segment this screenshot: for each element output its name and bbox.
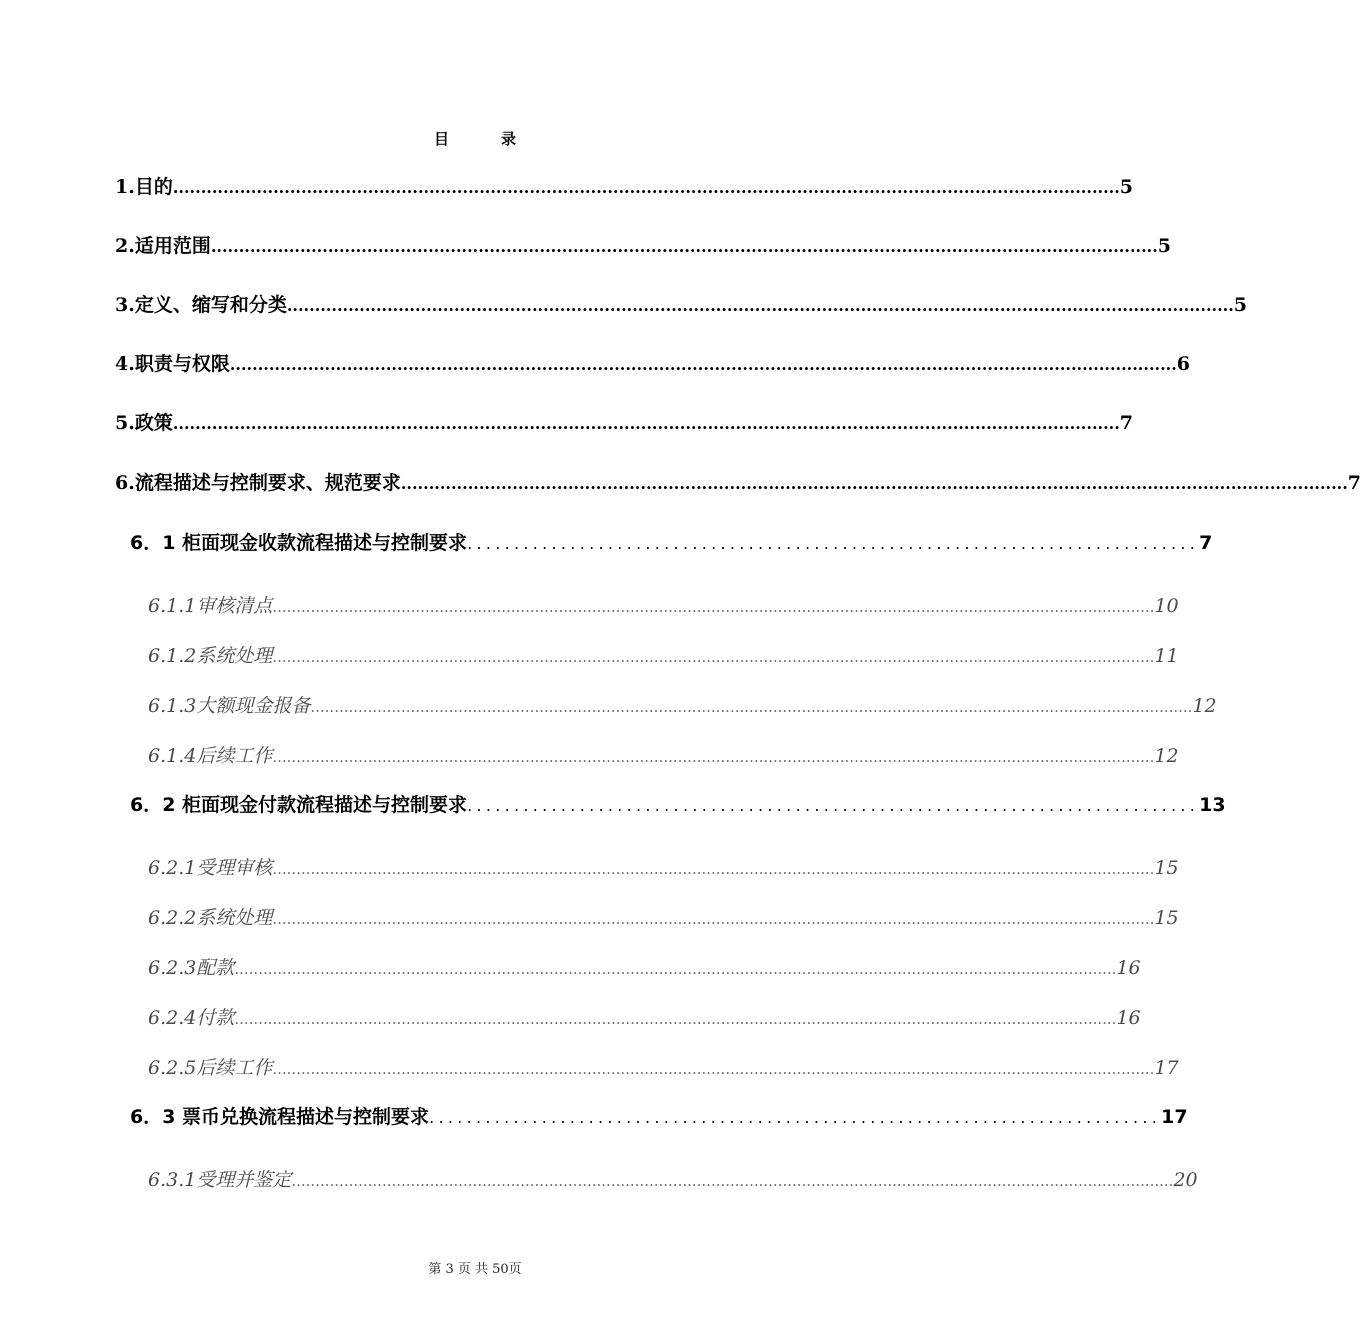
- toc-entry-page: 20: [1173, 1169, 1198, 1191]
- dot-leader: ..........................................................................................................................................................................: [210, 237, 1158, 256]
- dot-leader: .........................................................................................................................................................................................: [272, 910, 1155, 928]
- toc-entry-page: 5: [1233, 294, 1248, 316]
- toc-entry-page: 7: [1347, 472, 1361, 494]
- toc-entry-page: 12: [1192, 695, 1217, 717]
- dot-leader: ..........................................................................................................................................................................: [400, 474, 1348, 493]
- toc-entry[interactable]: [115, 408, 1134, 436]
- toc-entry[interactable]: [130, 790, 1226, 818]
- dot-leader: .........................................................................................................................................................................................: [272, 648, 1155, 666]
- toc-entry-label: 6.1.1审核清点: [148, 595, 273, 617]
- toc-entry[interactable]: [148, 691, 1217, 719]
- toc-entry-label: 6．2 柜面现金付款流程描述与控制要求: [130, 794, 468, 816]
- toc-entry-label: 2.适用范围: [115, 235, 211, 257]
- dot-leader: .........................................................................................................................................................................................: [272, 860, 1155, 878]
- dot-leader: ..............................................................................: [467, 796, 1200, 815]
- toc-entry-label: 3.定义、缩写和分类: [115, 294, 287, 316]
- toc-entry-label: 6.2.3配款: [148, 957, 235, 979]
- dot-leader: .........................................................................................................................................................................................: [291, 1172, 1174, 1190]
- toc-title: [0, 128, 950, 149]
- toc-entry-page: 7: [1119, 412, 1134, 434]
- toc-entry[interactable]: [148, 1003, 1141, 1031]
- toc-entry-label: 6.1.3大额现金报备: [148, 695, 311, 717]
- toc-entry-label: 6.3.1受理并鉴定: [148, 1169, 292, 1191]
- toc-entry-label: 6.流程描述与控制要求、规范要求: [115, 472, 401, 494]
- toc-title-right: 录: [501, 130, 517, 148]
- toc-entry-label: 5.政策: [115, 412, 173, 434]
- toc-entry[interactable]: [148, 853, 1179, 881]
- dot-leader: ..............................................................................: [429, 1108, 1162, 1127]
- toc-entry[interactable]: [130, 528, 1213, 556]
- toc-entry-label: 6．1 柜面现金收款流程描述与控制要求: [130, 532, 468, 554]
- toc-entry[interactable]: [115, 172, 1134, 200]
- toc-entry-page: 6: [1176, 353, 1191, 375]
- toc-entry-page: 5: [1157, 235, 1172, 257]
- toc-entry[interactable]: [115, 231, 1172, 259]
- toc-entry-label: 6.2.1受理审核: [148, 857, 273, 879]
- toc-entry-page: 17: [1154, 1057, 1179, 1079]
- toc-entry[interactable]: [148, 903, 1179, 931]
- toc-entry-page: 16: [1116, 957, 1141, 979]
- dot-leader: .........................................................................................................................................................................................: [272, 748, 1155, 766]
- toc-entry[interactable]: [148, 741, 1179, 769]
- dot-leader: ..........................................................................................................................................................................: [172, 414, 1120, 433]
- toc-entry[interactable]: [148, 591, 1179, 619]
- dot-leader: ..........................................................................................................................................................................: [286, 296, 1234, 315]
- toc-entry-page: 12: [1154, 745, 1179, 767]
- toc-entry-page: 15: [1154, 907, 1179, 929]
- dot-leader: .........................................................................................................................................................................................: [272, 1060, 1155, 1078]
- toc-entry-page: 10: [1154, 595, 1179, 617]
- toc-entry-label: 1.目的: [115, 176, 173, 198]
- toc-entry[interactable]: [148, 953, 1141, 981]
- toc-entry[interactable]: [115, 290, 1248, 318]
- toc-entry[interactable]: [115, 468, 1361, 496]
- toc-entry-label: 6.2.5后续工作: [148, 1057, 273, 1079]
- dot-leader: .........................................................................................................................................................................................: [310, 698, 1193, 716]
- page-footer: 第 3 页 共 50页: [428, 1262, 522, 1277]
- toc-entry[interactable]: [115, 349, 1191, 377]
- dot-leader: ..............................................................................: [467, 534, 1200, 553]
- toc-entry[interactable]: [148, 1165, 1198, 1193]
- toc-entry-page: 16: [1116, 1007, 1141, 1029]
- dot-leader: ..........................................................................................................................................................................: [172, 178, 1120, 197]
- toc-entry-label: 6.1.2系统处理: [148, 645, 273, 667]
- toc-entry-page: 15: [1154, 857, 1179, 879]
- toc-entry[interactable]: [130, 1102, 1188, 1130]
- toc-entry-label: 6.1.4后续工作: [148, 745, 273, 767]
- dot-leader: .........................................................................................................................................................................................: [234, 1010, 1117, 1028]
- dot-leader: .........................................................................................................................................................................................: [234, 960, 1117, 978]
- toc-entry-label: 6.2.4付款: [148, 1007, 235, 1029]
- toc-entry-label: 6．3 票币兑换流程描述与控制要求: [130, 1106, 430, 1128]
- toc-entry-label: 6.2.2系统处理: [148, 907, 273, 929]
- toc-entry-page: 7: [1199, 532, 1213, 554]
- toc-entry-page: 11: [1154, 645, 1179, 667]
- toc-entry[interactable]: [148, 1053, 1179, 1081]
- toc-entry-label: 4.职责与权限: [115, 353, 230, 375]
- toc-entry-page: 5: [1119, 176, 1134, 198]
- toc-entry[interactable]: [148, 641, 1179, 669]
- toc-entry-page: 13: [1199, 794, 1226, 816]
- toc-title-left: 目: [433, 130, 449, 148]
- dot-leader: .........................................................................................................................................................................................: [272, 598, 1155, 616]
- dot-leader: ..........................................................................................................................................................................: [229, 355, 1177, 374]
- toc-entry-page: 17: [1161, 1106, 1188, 1128]
